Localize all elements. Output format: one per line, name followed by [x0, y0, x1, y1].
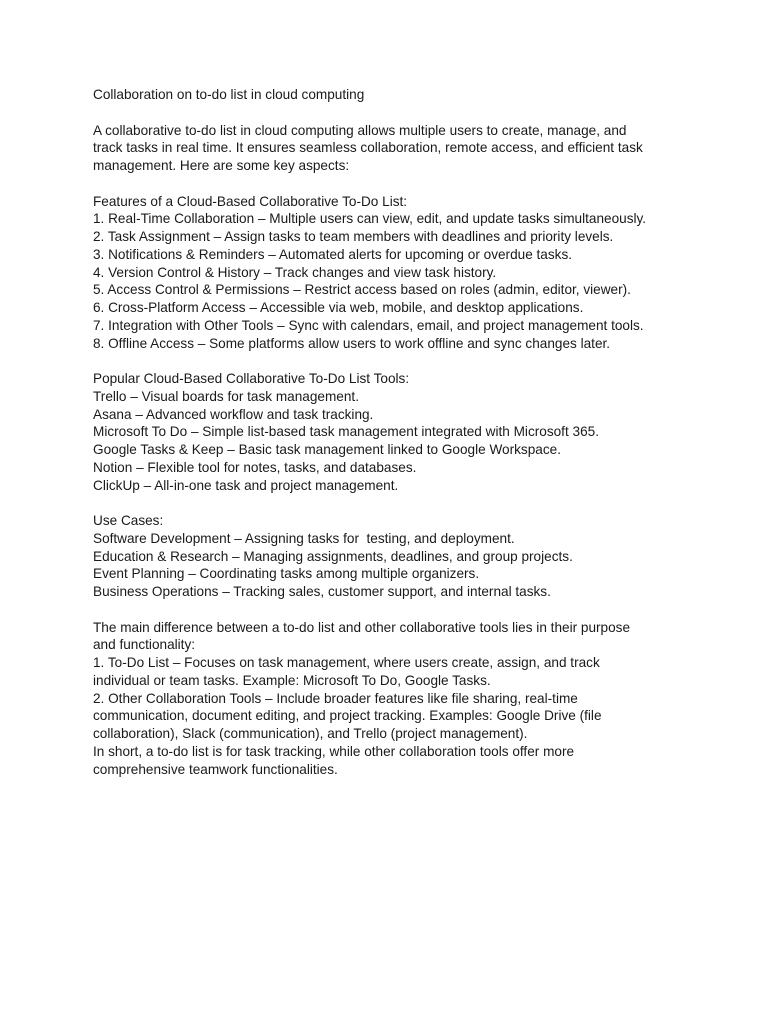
- spacer: [93, 352, 683, 370]
- features-section: [93, 193, 683, 353]
- intro-paragraph: [93, 122, 683, 175]
- difference-line: and functionality:: [93, 637, 196, 653]
- features-item: 7. Integration with Other Tools – Sync with calendars, email, and project management tools.: [93, 317, 644, 333]
- use-cases-item: Event Planning – Coordinating tasks among multiple organizers.: [93, 566, 480, 582]
- document-title: Collaboration on to-do list in cloud computing: [93, 87, 365, 102]
- difference-line: individual or team tasks. Example: Microsoft To Do, Google Tasks.: [93, 672, 491, 688]
- tools-item: Asana – Advanced workflow and task tracking.: [93, 406, 374, 422]
- use-cases-heading: Use Cases:: [93, 513, 164, 528]
- tools-item: Microsoft To Do – Simple list-based task management integrated with Microsoft 365.: [93, 424, 599, 440]
- tools-item: Trello – Visual boards for task management.: [93, 388, 359, 404]
- tools-item: ClickUp – All-in-one task and project management.: [93, 477, 399, 493]
- tools-section: [93, 370, 683, 494]
- features-item: 3. Notifications & Reminders – Automated alerts for upcoming or overdue tasks.: [93, 246, 573, 262]
- use-cases-item: Software Development – Assigning tasks for testing, and deployment.: [93, 530, 515, 546]
- intro-line: management. Here are some key aspects:: [93, 158, 350, 173]
- tools-item: Google Tasks & Keep – Basic task management linked to Google Workspace.: [93, 442, 561, 457]
- difference-line: collaboration), Slack (communication), and Trello (project management).: [93, 726, 528, 741]
- features-item: 5. Access Control & Permissions – Restrict access based on roles (admin, editor, viewer).: [93, 282, 631, 298]
- spacer: [93, 601, 683, 619]
- difference-section: [93, 619, 683, 779]
- spacer: [93, 104, 683, 122]
- features-item: 1. Real-Time Collaboration – Multiple users can view, edit, and update tasks simultaneously.: [93, 211, 647, 227]
- tools-item: Notion – Flexible tool for notes, tasks, and databases.: [93, 459, 417, 475]
- difference-line: communication, document editing, and project tracking. Examples: Google Drive (file: [93, 708, 602, 724]
- features-item: 4. Version Control & History – Track changes and view task history.: [93, 264, 497, 280]
- difference-line: In short, a to-do list is for task tracking, while other collaboration tools offer more: [93, 743, 575, 759]
- features-item: 6. Cross-Platform Access – Accessible via web, mobile, and desktop applications.: [93, 300, 584, 315]
- difference-line: The main difference between a to-do list and other collaborative tools lies in their purpose: [93, 619, 631, 635]
- document-body: [93, 86, 683, 778]
- tools-heading: Popular Cloud-Based Collaborative To-Do List Tools:: [93, 371, 410, 386]
- intro-line: A collaborative to-do list in cloud computing allows multiple users to create, manage, and: [93, 122, 627, 138]
- features-item: 8. Offline Access – Some platforms allow users to work offline and sync changes later.: [93, 335, 611, 351]
- use-cases-section: [93, 512, 683, 601]
- features-heading: Features of a Cloud-Based Collaborative To-Do List:: [93, 193, 408, 209]
- spacer: [93, 175, 683, 193]
- difference-line: comprehensive teamwork functionalities.: [93, 761, 338, 777]
- difference-line: 2. Other Collaboration Tools – Include broader features like file sharing, real-time: [93, 690, 578, 706]
- intro-line: track tasks in real time. It ensures seamless collaboration, remote access, and efficient task: [93, 140, 643, 156]
- spacer: [93, 494, 683, 512]
- use-cases-item: Education & Research – Managing assignments, deadlines, and group projects.: [93, 548, 573, 564]
- features-item: 2. Task Assignment – Assign tasks to team members with deadlines and priority levels.: [93, 229, 614, 244]
- difference-line: 1. To-Do List – Focuses on task management, where users create, assign, and track: [93, 655, 600, 670]
- use-cases-item: Business Operations – Tracking sales, customer support, and internal tasks.: [93, 584, 551, 599]
